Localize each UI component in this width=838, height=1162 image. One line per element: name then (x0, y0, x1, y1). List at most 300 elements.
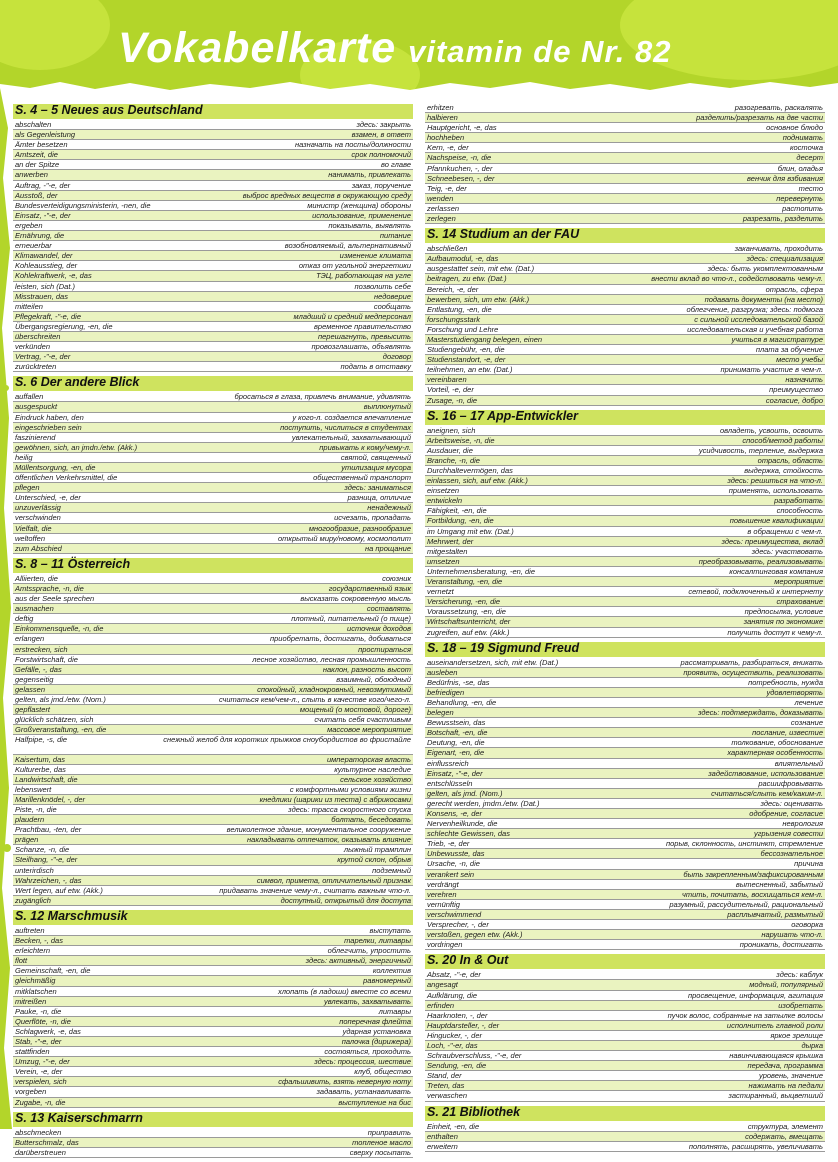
russian-translation: подавать документы (на место) (704, 294, 823, 304)
vocab-row (425, 597, 825, 607)
russian-translation: косточка (789, 143, 823, 153)
vocab-row (13, 493, 413, 503)
vocab-row (13, 765, 413, 775)
german-term: Piste, -n, die (15, 805, 57, 814)
russian-translation: передача, программа (747, 1061, 823, 1071)
german-term: Kohleausstieg, der (15, 261, 78, 271)
german-term: Nervenheilkunde, die (427, 819, 498, 829)
russian-translation: выступление на бис (338, 1097, 411, 1107)
russian-translation: содержать, вмещать (745, 1131, 823, 1141)
vocab-section (425, 954, 825, 1101)
german-term: verwaschen (427, 1091, 468, 1101)
title-main: Vokabelkarte (118, 24, 397, 72)
vocab-row (425, 839, 825, 849)
russian-translation: источник доходов (347, 624, 411, 634)
german-term: Prachtbau, -ten, der (15, 825, 82, 835)
section-title: S. 6 Der andere Blick (15, 375, 140, 390)
russian-translation: поступить, числиться в студентах (280, 422, 411, 432)
vocab-row (13, 835, 413, 845)
russian-translation: послание, известие (752, 728, 823, 738)
german-term: Behandlung, -en, die (427, 697, 497, 707)
russian-translation: считать себя счастливым (314, 715, 411, 725)
russian-translation: мощеный (о мостовой, дороге) (299, 705, 411, 715)
german-term: Einsatz, -"-e, der (427, 768, 483, 778)
vocab-row (425, 819, 825, 829)
russian-translation: нажимать на педали (748, 1081, 823, 1091)
russian-translation: ТЭЦ, работающая на угле (316, 271, 411, 281)
vocab-row (13, 534, 413, 544)
german-term: Schlagwerk, -e, das (15, 1026, 81, 1036)
vocab-row (425, 728, 825, 738)
russian-translation: здесь: специализация (746, 254, 823, 264)
russian-translation: преимущество (769, 385, 823, 395)
vocab-row (425, 708, 825, 718)
russian-translation: во главе (381, 160, 411, 170)
german-term: leisten, sich (Dat.) (15, 281, 76, 291)
vocab-row (425, 718, 825, 728)
german-term: entwickeln (427, 496, 463, 506)
vocab-row (425, 396, 825, 406)
russian-translation: растопить (782, 203, 823, 213)
vocab-row (425, 779, 825, 789)
section-heading (425, 642, 825, 657)
vocab-row (425, 789, 825, 799)
russian-translation: страхование (776, 597, 823, 607)
vocab-row (425, 557, 825, 567)
vocab-row (425, 153, 825, 163)
russian-translation: подземный (372, 865, 411, 875)
german-term: Einkommensquelle, -n, die (15, 624, 104, 634)
german-term: mitklatschen (15, 986, 57, 996)
russian-translation: государственный язык (328, 583, 411, 593)
german-term: Amtszeit, die (15, 150, 58, 160)
russian-translation: здесь: процессия, шествие (314, 1057, 411, 1067)
german-term: Fähigkeit, -en, die (427, 506, 487, 516)
russian-translation: повышение квалификации (729, 516, 823, 526)
section-heading (13, 910, 413, 925)
vocab-row (13, 725, 413, 735)
russian-translation: причина (794, 859, 823, 869)
russian-translation: яркое зрелище (770, 1030, 823, 1040)
vocab-row (13, 926, 413, 936)
german-term: öffentlichen Verkehrsmittel, die (15, 473, 118, 483)
russian-translation: младший и средний медперсонал (293, 311, 411, 321)
russian-translation: здесь: быть укомплектованным (707, 264, 823, 274)
vocab-row (13, 463, 413, 473)
vocab-row (13, 524, 413, 534)
vocab-row (425, 527, 825, 537)
vocab-section (425, 642, 825, 951)
german-term: Bewusstsein, das (427, 718, 486, 728)
russian-translation: уровень, значение (758, 1071, 823, 1081)
vocab-row (13, 997, 413, 1007)
vocab-row (13, 715, 413, 725)
russian-translation: угрызения совести (753, 829, 823, 839)
russian-translation: великолепное здание, монументальное сооружение (226, 825, 411, 835)
russian-translation: приобретать, достигать, добиваться (269, 634, 411, 644)
german-term: Ursache, -n, die (427, 859, 480, 869)
russian-translation: с комфортными условиями жизни (289, 784, 411, 794)
russian-translation: придавать значение чему-л., считать важным что-л. (219, 885, 411, 895)
german-term: Schneebesen, -, der (427, 173, 495, 183)
german-term: Auftrag, -"-e, der (15, 180, 71, 190)
russian-translation: здесь: закрыть (356, 120, 411, 129)
russian-translation: облегчение, разгрузка; здесь: подмога (686, 304, 823, 314)
vocab-row (13, 483, 413, 493)
russian-translation: выступать (369, 925, 411, 935)
russian-translation: топленое масло (352, 1137, 411, 1147)
vocab-row (13, 896, 413, 906)
vocab-row (13, 503, 413, 513)
german-term: Unternehmensberatung, -en, die (427, 566, 535, 576)
german-term: Entlastung, -en, die (427, 304, 492, 314)
german-term: Absatz, -"-e, der (427, 970, 481, 980)
russian-translation: выдержка, стойкость (744, 466, 823, 475)
vocab-list (13, 574, 413, 906)
german-term: Wahrzeichen, -, das (15, 875, 82, 885)
german-term: Hauptdarsteller, -, der (427, 1020, 500, 1030)
russian-translation: отказ от угольной энергетики (298, 261, 411, 271)
vocab-row (13, 201, 413, 211)
russian-translation: потребность, нужда (748, 677, 823, 687)
russian-translation: проникать, достигать (739, 940, 823, 950)
german-term: erneuerbar (15, 241, 52, 251)
vocab-row (425, 587, 825, 597)
vocab-row (425, 628, 825, 638)
russian-translation: использование, применение (312, 210, 411, 220)
german-term: Kulturerbe, das (15, 764, 66, 774)
vocab-row (425, 991, 825, 1001)
vocab-row (425, 547, 825, 557)
section-heading (13, 376, 413, 391)
russian-translation: назначить (785, 375, 823, 385)
vocab-row (13, 413, 413, 423)
vocab-row (425, 496, 825, 506)
vocab-row (13, 292, 413, 302)
vocab-row (13, 1087, 413, 1097)
russian-translation: овладеть, усвоить, освоить (720, 425, 823, 435)
german-term: unzuverlässig (15, 503, 61, 513)
section-heading (425, 1106, 825, 1121)
russian-translation: основное блюдо (766, 123, 823, 133)
russian-translation: задействование, использование (708, 768, 823, 778)
german-term: aneignen, sich (427, 425, 476, 435)
vocab-row (425, 738, 825, 748)
russian-translation: порыв, склонность, инстинкт, стремление (665, 839, 823, 849)
russian-translation: лечение (794, 697, 823, 707)
vocab-row (425, 799, 825, 809)
russian-translation: простираться (358, 644, 411, 654)
vocab-row (13, 665, 413, 675)
german-term: vernünftig (427, 899, 460, 909)
vocab-row (425, 607, 825, 617)
vocab-row (13, 473, 413, 483)
russian-translation: неврология (782, 819, 823, 829)
russian-translation: с сильной исследовательской базой (694, 314, 823, 324)
vocab-row (13, 815, 413, 825)
german-term: Voraussetzung, -en, die (427, 607, 506, 617)
russian-translation: бессознательное (760, 849, 823, 859)
vocab-section (425, 410, 825, 638)
german-term: Wirtschaftsunterricht, der (427, 617, 511, 627)
vocab-row (425, 537, 825, 547)
german-term: verspielen, sich (15, 1077, 67, 1087)
vocab-row (13, 423, 413, 433)
german-term: Großveranstaltung, -en, die (15, 725, 107, 735)
german-term: Butterschmalz, das (15, 1137, 79, 1147)
vocab-row (425, 516, 825, 526)
russian-translation: исполнитель главной роли (726, 1020, 823, 1030)
russian-translation: выброс вредных веществ в окружающую среду (242, 190, 411, 200)
german-term: ausgestattet sein, mit etw. (Dat.) (427, 264, 535, 274)
vocab-row (425, 1122, 825, 1132)
german-term: Arbeitsweise, -n, die (427, 435, 495, 445)
german-term: Einsatz, -"-e, der (15, 210, 71, 220)
vocab-row (13, 1067, 413, 1077)
vocab-column-right (425, 103, 825, 1156)
russian-translation: считаться/слыть кем/каким-л. (711, 788, 823, 798)
vocab-row (425, 123, 825, 133)
russian-translation: плотный, питательный (о пище) (291, 614, 411, 624)
vocab-list (425, 970, 825, 1101)
russian-translation: коллектив (372, 966, 411, 976)
russian-translation: привыкать к кому/чему-л. (319, 442, 411, 452)
german-term: Ämter besetzen (15, 140, 68, 150)
vocab-row (13, 735, 413, 754)
russian-translation: у кого-л. создается впечатление (292, 412, 411, 422)
russian-translation: позволить себе (354, 281, 411, 291)
german-term: lebenswert (15, 784, 52, 794)
section-title: S. 4 – 5 Neues aus Deutschland (15, 103, 203, 117)
vocab-row (13, 513, 413, 523)
vocab-section (425, 103, 825, 224)
russian-translation: разумный, рассудительный, рациональный (669, 899, 823, 909)
german-term: im Umgang mit etw. (Dat.) (427, 526, 514, 536)
vocab-row (13, 231, 413, 241)
vocab-row (13, 876, 413, 886)
russian-translation: считаться кем/чем-л., слыть в качестве кого/чего-л. (218, 694, 411, 704)
german-term: mitreißen (15, 996, 47, 1006)
german-term: befriedigen (427, 687, 465, 697)
vocab-row (425, 254, 825, 264)
german-term: Pauke, -n, die (15, 1006, 62, 1016)
russian-translation: приправить (367, 1127, 411, 1137)
vocab-row (13, 1007, 413, 1017)
german-term: ausgespuckt (15, 402, 58, 412)
russian-translation: хлопать (в ладоши) вместе со всеми (277, 986, 411, 996)
russian-translation: недоверие (374, 291, 411, 301)
german-term: Deutung, -en, die (427, 738, 485, 748)
russian-translation: венчик для взбивания (747, 173, 823, 183)
vocab-list (13, 392, 413, 554)
german-term: Schanze, -n, die (15, 845, 70, 855)
german-term: deftig (15, 614, 34, 624)
vocab-row (425, 335, 825, 345)
section-title: S. 21 Bibliothek (427, 1104, 521, 1119)
vocab-list (425, 1122, 825, 1152)
russian-translation: ударная установка (342, 1026, 411, 1036)
russian-translation: нарушать что-л. (761, 930, 823, 940)
vocab-row (13, 614, 413, 624)
german-term: Studiengebühr, -en, die (427, 345, 505, 355)
german-term: Landwirtschaft, die (15, 774, 78, 784)
russian-translation: снежный желоб для коротких прыжков сноубордистов во фристайле (163, 735, 411, 745)
russian-translation: нанимать, привлекать (328, 170, 411, 180)
russian-translation: министр (женщина) обороны (307, 200, 411, 210)
vocab-row (425, 285, 825, 295)
vocab-row (425, 1081, 825, 1091)
russian-translation: здесь: трасса скоростного спуска (288, 805, 411, 814)
left-decor-strip (0, 88, 14, 1129)
russian-translation: блин, оладья (777, 163, 823, 173)
german-term: auffallen (15, 392, 44, 402)
german-term: erstrecken, sich (15, 644, 68, 654)
german-term: Umzug, -"-e, der (15, 1057, 70, 1067)
russian-translation: разработать (774, 496, 823, 506)
section-title: S. 16 – 17 App-Entwickler (427, 408, 578, 423)
german-term: Zusage, -n, die (427, 395, 478, 405)
vocab-row (425, 678, 825, 688)
russian-translation: одобрение, согласие (749, 809, 823, 818)
vocab-row (425, 1051, 825, 1061)
german-term: Nachspeise, -n, die (427, 153, 492, 163)
vocab-row (13, 795, 413, 805)
russian-translation: разогревать, раскалять (734, 103, 823, 112)
german-term: gelten, als jmd./etw. (Nom.) (15, 694, 106, 704)
german-term: gepflastert (15, 705, 51, 715)
vocab-row (425, 809, 825, 819)
russian-translation: заканчивать, проходить (734, 244, 823, 254)
vocab-row (13, 150, 413, 160)
vocab-list (425, 103, 825, 224)
vocab-row (13, 987, 413, 997)
vocab-row (425, 1142, 825, 1152)
vocab-row (13, 966, 413, 976)
vocab-row (13, 1148, 413, 1158)
german-term: heilig (15, 452, 33, 462)
russian-translation: плата за обучение (755, 345, 823, 355)
german-term: verdrängt (427, 879, 459, 889)
russian-translation: здесь: преимущества, вклад (721, 536, 823, 546)
russian-translation: утилизация мусора (341, 463, 411, 472)
russian-translation: здесь: оценивать (760, 798, 823, 808)
section-title: S. 8 – 11 Österreich (15, 556, 131, 571)
russian-translation: вытесненный, забытый (735, 879, 823, 889)
vocab-list (425, 658, 825, 951)
german-term: Sendung, -en, die (427, 1061, 487, 1071)
russian-translation: символ, примета, отличительный признак (256, 875, 411, 885)
german-term: pflegen (15, 483, 40, 493)
german-term: Stand, der (427, 1071, 462, 1081)
vocab-row (13, 362, 413, 372)
german-term: vordringen (427, 940, 463, 950)
german-term: verehren (427, 889, 457, 899)
german-term: weltoffen (15, 533, 46, 543)
vocab-row (13, 271, 413, 281)
russian-translation: тарелки, литавры (344, 936, 411, 946)
german-term: erweitern (427, 1141, 458, 1151)
german-term: gelten, als jmd. (Nom.) (427, 788, 503, 798)
vocab-section (13, 558, 413, 906)
russian-translation: увлекать, захватывать (323, 996, 411, 1006)
german-term: Zugabe, -n, die (15, 1097, 66, 1107)
russian-translation: крутой склон, обрыв (337, 855, 411, 865)
vocab-row (425, 980, 825, 990)
german-term: Ausstoß, der (15, 190, 58, 200)
vocab-row (13, 433, 413, 443)
german-term: Mehrwert, der (427, 536, 474, 546)
vocab-row (425, 1132, 825, 1142)
russian-translation: назначать на посты/должности (294, 140, 411, 150)
german-term: verkünden (15, 342, 51, 352)
russian-translation: структура, элемент (747, 1121, 823, 1131)
german-term: Vorteil, -e, der (427, 385, 474, 395)
vocab-row (425, 456, 825, 466)
vocab-row (425, 910, 825, 920)
vocab-section (13, 376, 413, 554)
russian-translation: перевернуть (776, 193, 823, 203)
russian-translation: взамен, в ответ (351, 130, 411, 140)
vocab-row (13, 886, 413, 896)
german-term: Botschaft, -en, die (427, 728, 488, 738)
german-term: Unbewusste, das (427, 849, 485, 859)
german-term: Becken, -, das (15, 936, 63, 946)
russian-translation: здесь: заниматься (344, 483, 411, 493)
vocab-list (13, 926, 413, 1108)
russian-translation: здесь: решиться на что-л. (727, 476, 823, 486)
russian-translation: удовлетворять (766, 687, 823, 697)
russian-translation: разделить/разрезать на две части (696, 113, 823, 123)
russian-translation: перешагнуть, превысить (318, 331, 411, 341)
vocab-row (13, 1138, 413, 1148)
vocab-section (13, 104, 413, 372)
german-term: Verein, -e, der (15, 1067, 63, 1077)
german-term: mitteilen (15, 301, 43, 311)
vocab-row (425, 315, 825, 325)
german-term: eingeschrieben sein (15, 422, 82, 432)
german-term: beitragen, zu etw. (Dat.) (427, 274, 507, 284)
russian-translation: заказ, поручение (351, 180, 411, 190)
vocab-row (13, 946, 413, 956)
russian-translation: договор (382, 352, 411, 362)
russian-translation: срок полномочий (351, 150, 411, 160)
german-term: umsetzen (427, 556, 460, 566)
german-term: Pflegekraft, -"-e, die (15, 311, 82, 321)
vocab-row (425, 668, 825, 678)
german-term: ergeben (15, 220, 43, 230)
vocab-row (13, 251, 413, 261)
vocab-row (425, 759, 825, 769)
vocab-row (425, 506, 825, 516)
vocab-row (425, 214, 825, 224)
german-term: einflussreich (427, 758, 469, 768)
vocab-row (13, 775, 413, 785)
german-term: verstoßen, gegen etw. (Akk.) (427, 930, 523, 940)
russian-translation: сознание (790, 718, 823, 728)
german-term: Studienstandort, -e, der (427, 355, 506, 365)
russian-translation: лыжный трамплин (343, 845, 411, 855)
russian-translation: культурное наследие (334, 764, 411, 774)
german-term: aus der Seele sprechen (15, 594, 95, 604)
russian-translation: составлять (366, 604, 411, 614)
german-term: Bedürfnis, -se, das (427, 677, 490, 687)
vocab-row (425, 103, 825, 113)
vocab-row (425, 345, 825, 355)
russian-translation: быть закрепленным/зафиксированным (683, 869, 823, 879)
german-term: abschmecken (15, 1127, 62, 1137)
russian-translation: показывать, выявлять (328, 220, 411, 230)
vocab-row (13, 805, 413, 815)
